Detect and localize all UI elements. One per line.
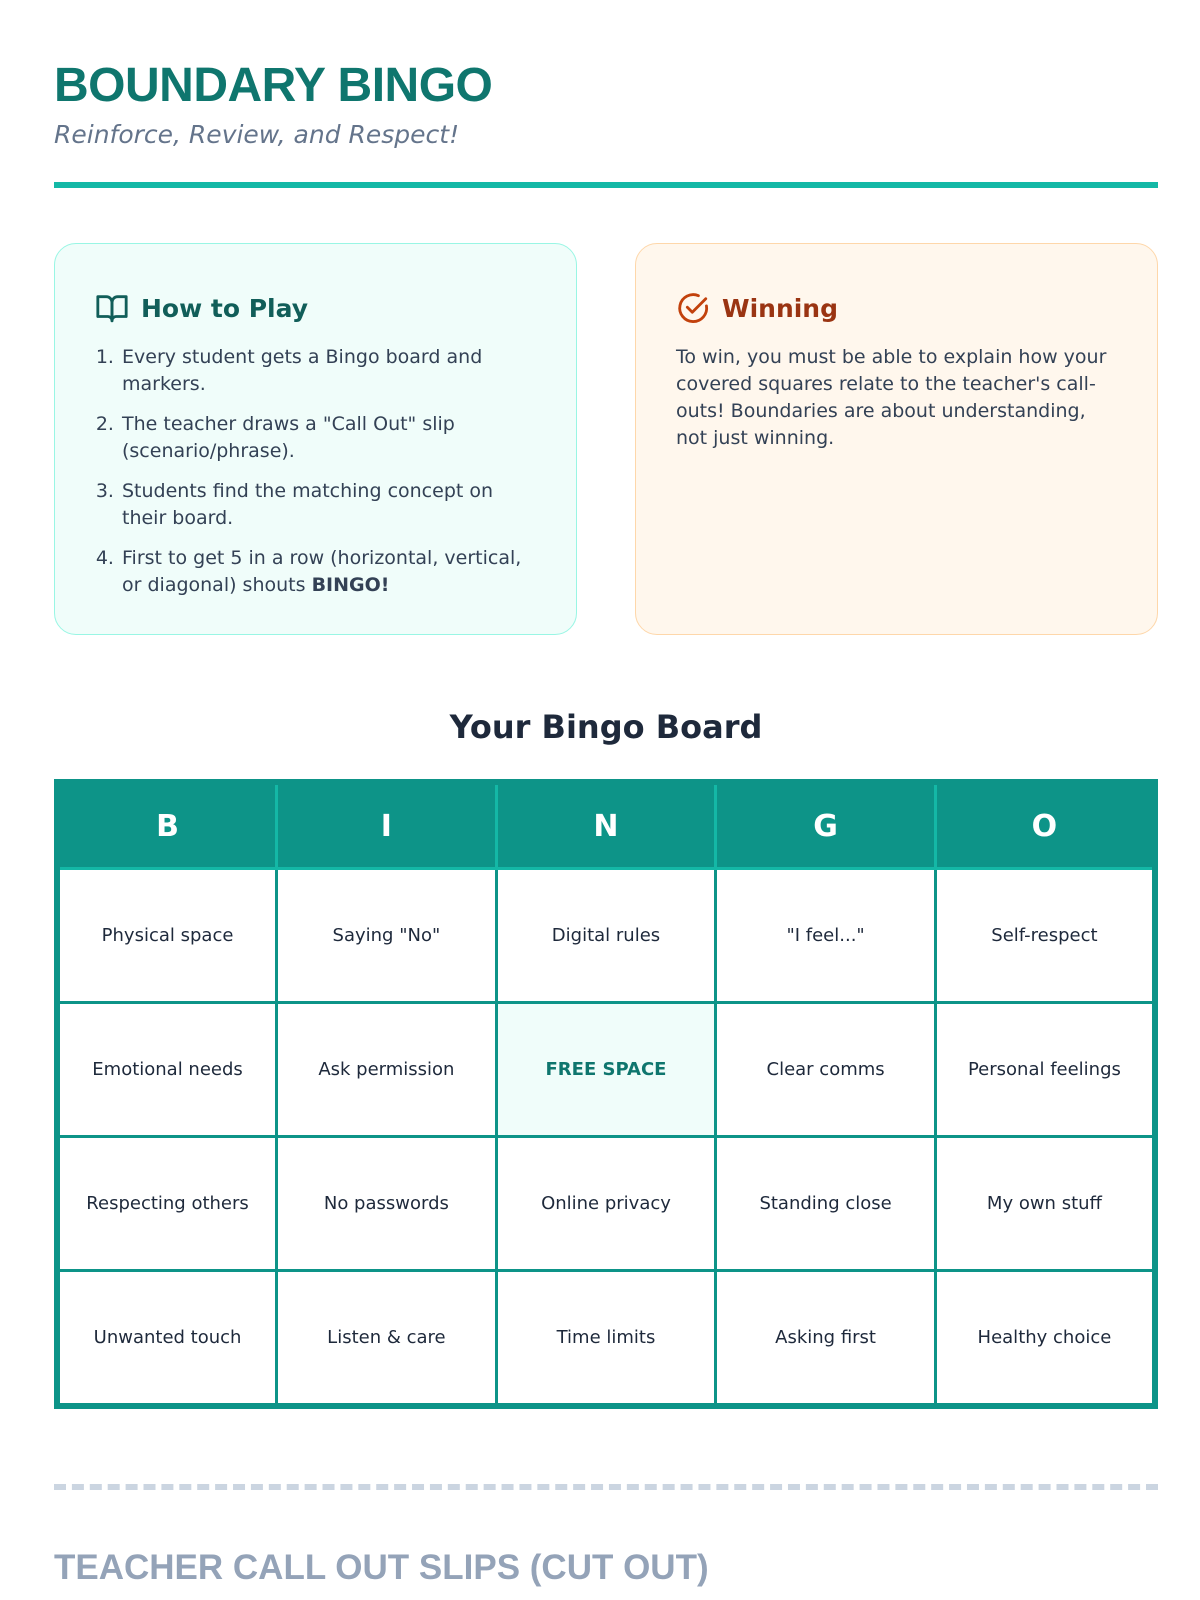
- bingo-column-g: G: [716, 782, 936, 869]
- bingo-square[interactable]: Listen & care: [277, 1271, 497, 1407]
- step-item: [120, 411, 536, 465]
- step-text: Students find the matching concept on their board.: [122, 480, 494, 529]
- how-to-play-steps: [95, 344, 536, 599]
- bingo-square[interactable]: Emotional needs: [57, 1003, 277, 1137]
- bingo-row: [57, 869, 1155, 1003]
- bingo-square[interactable]: Saying "No": [277, 869, 497, 1003]
- bingo-square[interactable]: Online privacy: [496, 1137, 716, 1271]
- step-item: [120, 545, 536, 599]
- page-subtitle: Reinforce, Review, and Respect!: [54, 120, 460, 149]
- step-text: First to get 5 in a row (horizontal, vertical, or diagonal) shouts: [122, 547, 522, 596]
- bingo-square[interactable]: Unwanted touch: [57, 1271, 277, 1407]
- page-title: BOUNDARY BINGO: [54, 59, 493, 112]
- bingo-square[interactable]: Time limits: [496, 1271, 716, 1407]
- check-circle-icon: [676, 291, 710, 325]
- step-text: Every student gets a Bingo board and markers.: [122, 346, 483, 395]
- step-item: [120, 344, 536, 398]
- how-to-play-card: [54, 243, 577, 635]
- bingo-column-i: I: [277, 782, 497, 869]
- bingo-column-b: B: [57, 782, 277, 869]
- bingo-square[interactable]: Healthy choice: [935, 1271, 1155, 1407]
- bingo-row: [57, 1137, 1155, 1271]
- board-heading: Your Bingo Board: [449, 708, 763, 746]
- bingo-square[interactable]: No passwords: [277, 1137, 497, 1271]
- bingo-square[interactable]: Digital rules: [496, 869, 716, 1003]
- bingo-square[interactable]: Asking first: [716, 1271, 936, 1407]
- bingo-column-n: N: [496, 782, 716, 869]
- free-space-square[interactable]: FREE SPACE: [496, 1003, 716, 1137]
- book-open-icon: [95, 291, 129, 325]
- how-to-play-header: [95, 288, 536, 328]
- bingo-board: [54, 779, 1158, 1409]
- winning-text: To win, you must be able to explain how your covered squares relate to the teacher's call-outs! Boundaries are about understanding, not just winning.: [676, 346, 1107, 449]
- bingo-square[interactable]: Personal feelings: [935, 1003, 1155, 1137]
- bingo-column-o: O: [935, 782, 1155, 869]
- bingo-row: [57, 1271, 1155, 1407]
- winning-card: [635, 243, 1158, 635]
- slips-title: TEACHER CALL OUT SLIPS (CUT OUT): [54, 1548, 709, 1587]
- bingo-square[interactable]: Respecting others: [57, 1137, 277, 1271]
- bingo-square[interactable]: Clear comms: [716, 1003, 936, 1137]
- bingo-square[interactable]: "I feel...": [716, 869, 936, 1003]
- step-text: The teacher draws a "Call Out" slip (scenario/phrase).: [122, 413, 455, 462]
- bingo-square[interactable]: Standing close: [716, 1137, 936, 1271]
- how-to-play-title: How to Play: [141, 293, 309, 323]
- step-item: [120, 478, 536, 532]
- winning-header: [676, 288, 1117, 328]
- bingo-square[interactable]: Self-respect: [935, 869, 1155, 1003]
- bingo-square[interactable]: Physical space: [57, 869, 277, 1003]
- bingo-square[interactable]: Ask permission: [277, 1003, 497, 1137]
- bingo-row: [57, 1003, 1155, 1137]
- header-divider: [54, 182, 1158, 188]
- bingo-header-row: [57, 782, 1155, 869]
- bingo-square[interactable]: My own stuff: [935, 1137, 1155, 1271]
- winning-title: Winning: [722, 293, 839, 323]
- bingo-emphasis: BINGO!: [311, 574, 390, 596]
- cut-line-divider: [54, 1484, 1158, 1490]
